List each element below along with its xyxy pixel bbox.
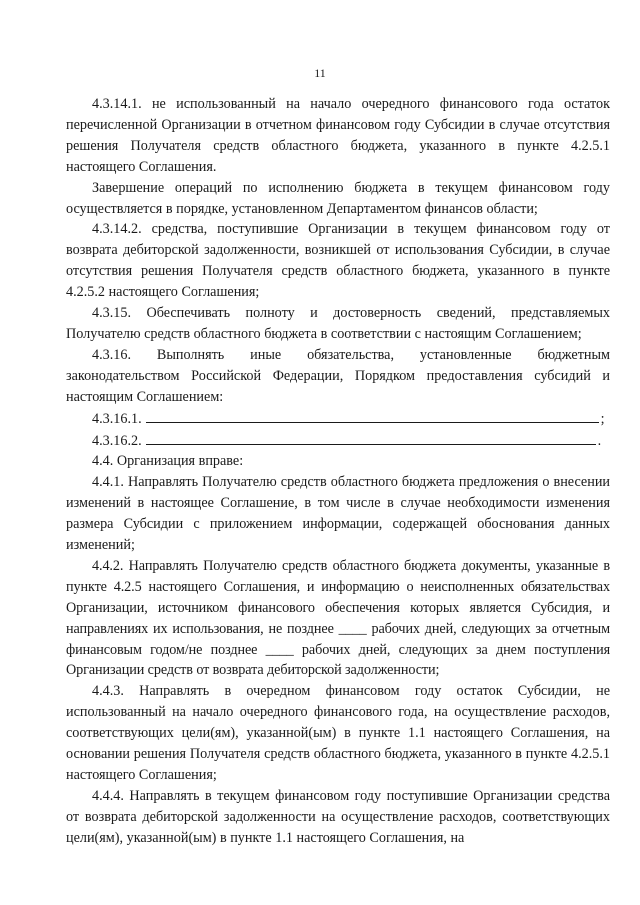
paragraph-4-4-2: 4.4.2. Направлять Получателю средств областного бюджета документы, указанные в пункте 4.2.5 настоящего Соглашения, и информацию о неисполненных обязательствах Организации, источником финансового обеспечения которых является Субсидия, и направлениях их использования, не позднее ____ рабочих дней, следующих за отчетным финансовым годом/не позднее ____ рабочих дней, следующих за днем поступления Организации средств от возврата дебиторской задолженности;: [66, 557, 610, 679]
fill-item-end: ;: [600, 410, 605, 427]
paragraph-4-4-1: 4.4.1. Направлять Получателю средств областного бюджета предложения о внесении изменений в настоящее Соглашение, в том числе в случае необходимости изменения размера Субсидии с приложением информации, содержащей обоснования данных изменений;: [66, 474, 610, 554]
section-heading-4-4: 4.4. Организация вправе:: [92, 453, 244, 470]
paragraph-4-3-14-1: 4.3.14.1. не использованный на начало очередного финансового года остаток перечисленной Организации в отчетном финансовом году Субсидии в случае отсутствия решения Получателя средств областного бюджета, указанного в пункте 4.2.5.1 настоящего Соглашения.: [66, 96, 610, 175]
paragraph-4-3-15: 4.3.15. Обеспечивать полноту и достоверность сведений, представляемых Получателю средств областного бюджета в соответствии с настоящим Соглашением;: [66, 305, 610, 342]
fill-item-end: .: [597, 432, 602, 449]
fill-item-4-3-16-1: [66, 408, 610, 430]
paragraph-4-3-14-2: 4.3.14.2. средства, поступившие Организации в текущем финансовом году от возврата дебиторской задолженности, возникшей от использования Субсидии, в случае отсутствия решения Получателя средств областного бюджета, указанного в пункте 4.2.5.2 настоящего Соглашения;: [66, 221, 610, 301]
paragraph-4-4-3: 4.4.3. Направлять в очередном финансовом году остаток Субсидии, не использованный на начало очередного финансового года, на осуществление расходов, соответствующих цели(ям), указанной(ым) в пункте 1.1 настоящего Соглашения, на основании решения Получателя средств областного бюджета, указанного в пункте 4.2.5.1 настоящего Соглашения;: [66, 683, 610, 783]
fill-item-label: 4.3.16.2.: [92, 432, 142, 449]
paragraph-budget-completion: Завершение операций по исполнению бюджета в текущем финансовом году осуществляется в порядке, установленном Департаментом финансов области;: [66, 179, 610, 217]
paragraph-4-3-16: 4.3.16. Выполнять иные обязательства, установленные бюджетным законодательством Российской Федерации, Порядком предоставления субсидий и настоящим Соглашением:: [66, 346, 610, 405]
blank-fill-line: [146, 408, 599, 423]
page-number: 11: [314, 66, 326, 80]
fill-item-label: 4.3.16.1.: [92, 410, 142, 427]
document-body: [66, 94, 610, 849]
blank-fill-line: [146, 430, 596, 445]
paragraph-4-4-4: 4.4.4. Направлять в текущем финансовом году поступившие Организации средства от возврата дебиторской задолженности на осуществление расходов, соответствующих цели(ям), указанной(ым) в пункте 1.1 настоящего Соглашения, на: [66, 787, 610, 846]
fill-item-4-3-16-2: [66, 430, 610, 452]
